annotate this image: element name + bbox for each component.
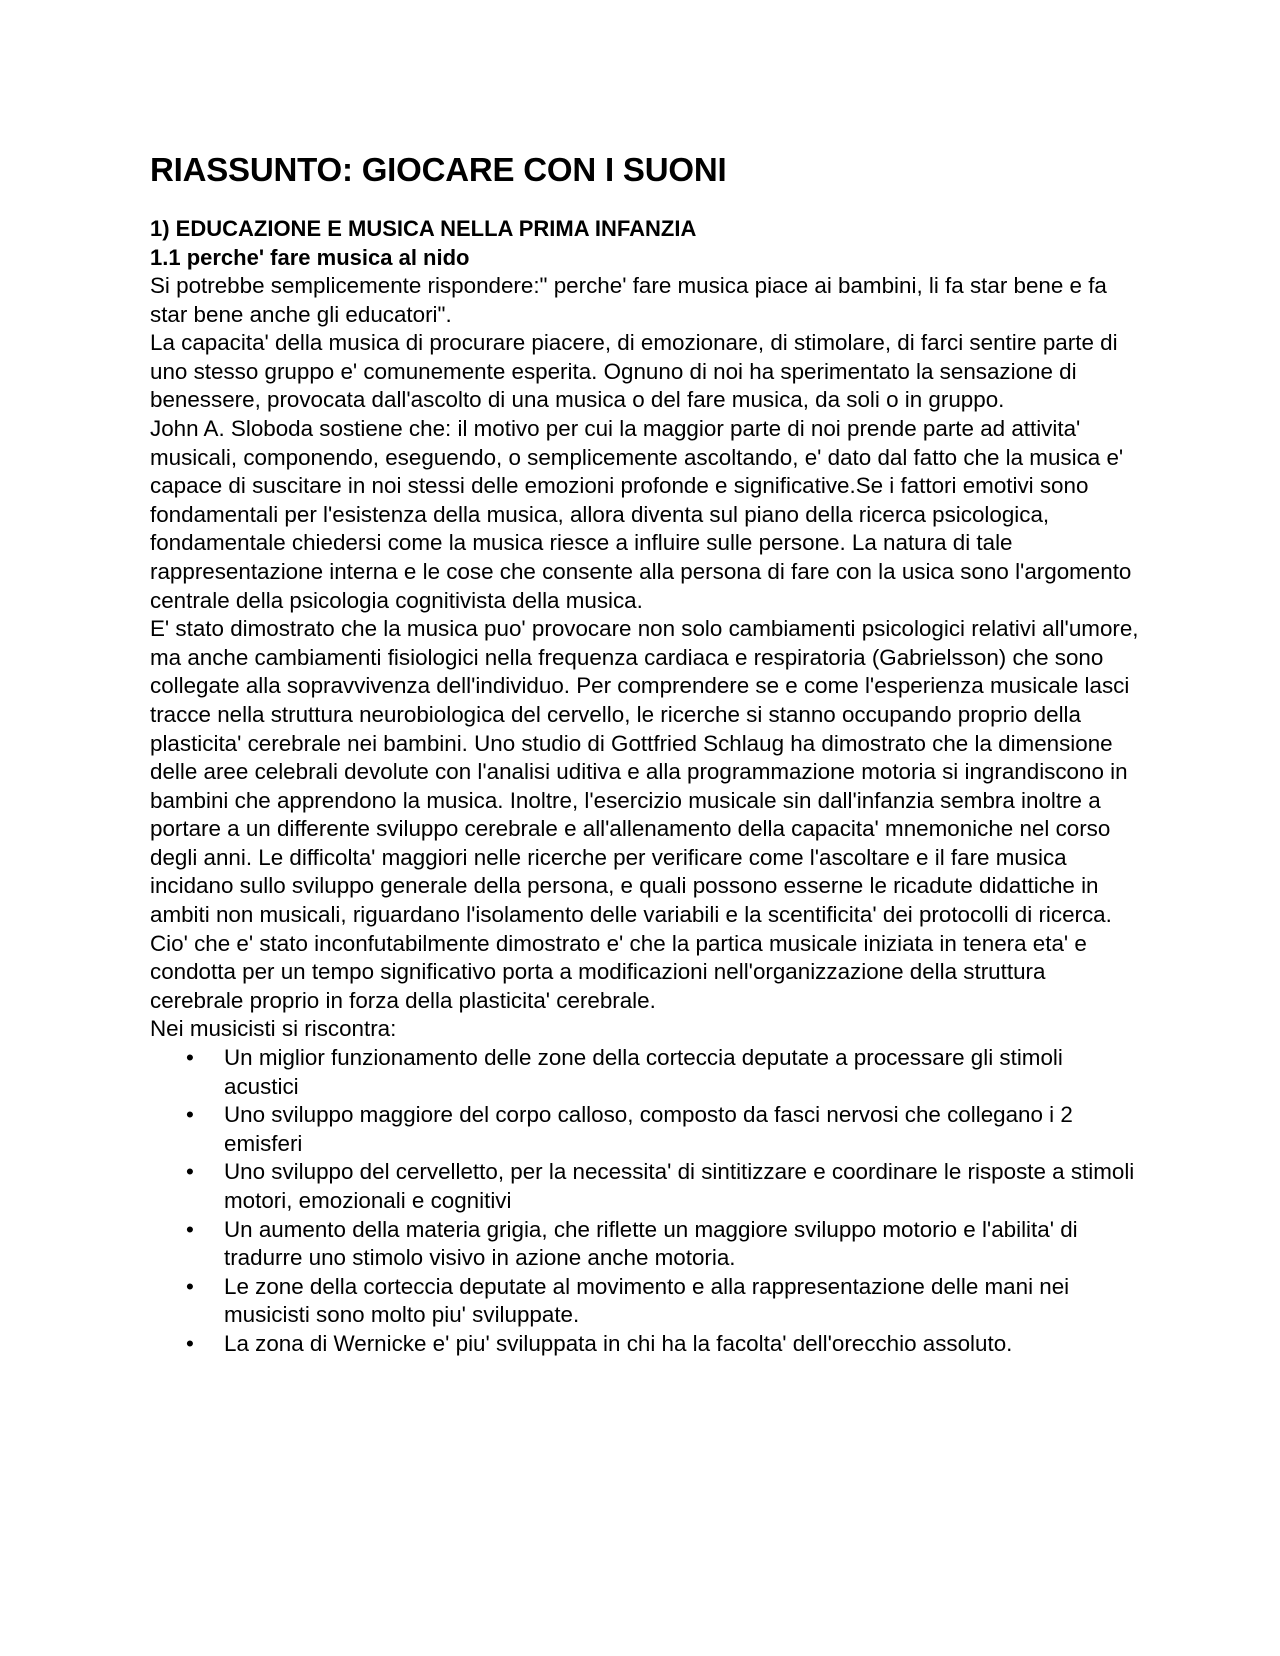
list-item: [150, 1158, 1140, 1215]
subsection-heading: 1.1 perche' fare musica al nido: [150, 245, 470, 270]
bullet-icon: •: [186, 1273, 194, 1299]
list-item: [150, 1216, 1140, 1273]
list-item-text: La zona di Wernicke e' piu' sviluppata in chi ha la facolta' dell'orecchio assoluto.: [224, 1330, 1013, 1356]
list-item: [150, 1101, 1140, 1158]
list-item: [150, 1044, 1140, 1101]
bullet-icon: •: [186, 1216, 194, 1242]
list-item-text: Le zone della corteccia deputate al movimento e alla rappresentazione delle mani nei musicisti sono molto piu' sviluppate.: [224, 1273, 1070, 1328]
body-text: [150, 272, 1140, 1359]
list-item-text: Uno sviluppo del cervelletto, per la necessita' di sintitizzare e coordinare le risposte a stimoli motori, emozionali e cognitivi: [224, 1159, 1135, 1213]
list-item-text: Un aumento della materia grigia, che riflette un maggiore sviluppo motorio e l'abilita' di tradurre uno stimolo visivo in azione anche motoria.: [224, 1216, 1078, 1271]
bullet-icon: •: [186, 1102, 194, 1128]
list-item-text: Un miglior funzionamento delle zone della corteccia deputate a processare gli stimoli acustici: [224, 1045, 1063, 1099]
list-item: [150, 1330, 1140, 1359]
list-item-text: Uno sviluppo maggiore del corpo calloso, composto da fasci nervosi che collegano i 2 emisferi: [224, 1102, 1073, 1156]
bullet-icon: •: [186, 1159, 194, 1185]
bullet-icon: •: [186, 1045, 194, 1071]
paragraph-intro: Si potrebbe semplicemente rispondere:" perche' fare musica piace ai bambini, li fa star bene e fa star bene anche gli educatori".: [150, 273, 1107, 327]
document-title: RIASSUNTO: GIOCARE CON I SUONI: [150, 151, 727, 188]
section-heading: 1) EDUCAZIONE E MUSICA NELLA PRIMA INFANZIA: [150, 216, 697, 241]
bullet-icon: •: [186, 1330, 194, 1356]
findings-list: [150, 1044, 1140, 1359]
paragraph-list-intro: Nei musicisti si riscontra:: [150, 1016, 397, 1042]
list-item: [150, 1273, 1140, 1330]
paragraph-research: E' stato dimostrato che la musica puo' provocare non solo cambiamenti psicologici relativi all'umore, ma anche cambiamenti fisiologici nella frequenza cardiaca e respiratoria (Gabrielsson) che sono collegate alla sopravvivenza dell'individuo. Per comprendere se e come l'esperienza musicale lasci tracce nella struttura neurobiologica del cervello, le ricerche si stanno occupando proprio della plasticita' cerebrale nei bambini. Uno studio di Gottfried Schlaug ha dimostrato che la dimensione delle aree celebrali devolute con l'analisi uditiva e alla programmazione motoria si ingrandiscono in bambini che apprendono la musica. Inoltre, l'esercizio musicale sin dall'infanzia sembra inoltre a portare a un differente sviluppo cerebrale e all'allenamento della capacita' mnemoniche nel corso degli anni. Le difficolta' maggiori nelle ricerche per verificare come l'ascoltare e il fare musica incidano sullo sviluppo generale della persona, e quali possono esserne le ricadute didattiche in ambiti non musicali, riguardano l'isolamento delle variabili e la scentificita' dei protocolli di ricerca. Cio' che e' stato inconfutabilmente dimostrato e' che la partica musicale iniziata in tenera eta' e condotta per un tempo significativo porta a modificazioni nell'organizzazione della struttura cerebrale proprio in forza della plasticita' cerebrale.: [150, 616, 1139, 1013]
paragraph-sloboda: John A. Sloboda sostiene che: il motivo per cui la maggior parte di noi prende parte ad attivita' musicali, componendo, eseguendo, o semplicemente ascoltando, e' dato dal fatto che la musica e' capace di suscitare in noi stessi delle emozioni profonde e significative.Se i fattori emotivi sono fondamentali per l'esistenza della musica, allora diventa sul piano della ricerca psicologica, fondamentale chiedersi come la musica riesce a influire sulle persone. La natura di tale rappresentazione interna e le cose che consente alla persona di fare con la usica sono l'argomento centrale della psicologia cognitivista della musica.: [150, 415, 1132, 613]
paragraph-capacity: La capacita' della musica di procurare piacere, di emozionare, di stimolare, di farci sentire parte di uno stesso gruppo e' comunemente esperita. Ognuno di noi ha sperimentato la sensazione di benessere, provocata dall'ascolto di una musica o del fare musica, da soli o in gruppo.: [150, 330, 1118, 413]
